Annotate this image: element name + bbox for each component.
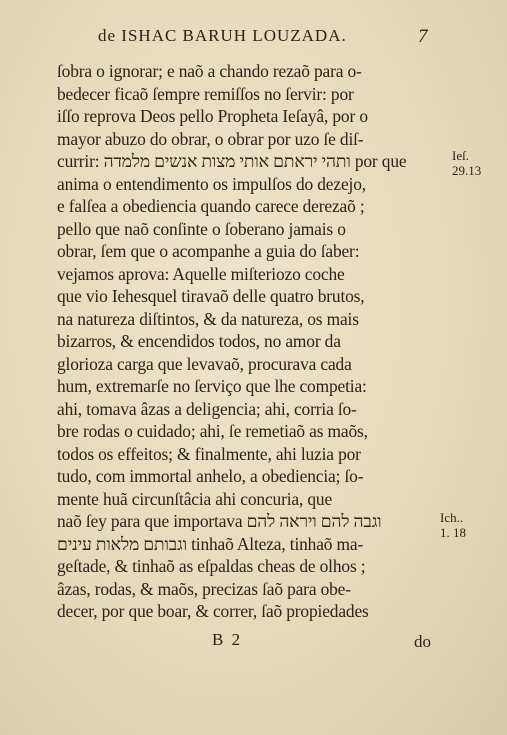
text-line: glorioza carga que levavaõ, procurava cada	[57, 353, 352, 374]
running-title: de ISHAC BARUH LOUZADA.	[98, 26, 347, 45]
margin-note-verse: 29.13	[452, 163, 482, 178]
text-line: mayor abuzo do obrar, o obrar por uzo ſe diſ-	[57, 128, 364, 149]
margin-note-book: Ich..	[440, 510, 464, 525]
text-line: ſobra o ignorar; e naõ a chando rezaõ para o-	[57, 61, 362, 81]
text-line: na natureza diſtintos, & da natureza, os mais	[57, 308, 359, 329]
text-line: vejamos aprova: Aquelle miſteriozo coche	[57, 263, 345, 284]
text-line: hum, extremarſe no ſerviço que lhe competia:	[57, 376, 367, 396]
body-text	[57, 60, 442, 623]
catchword: do	[414, 632, 431, 651]
margin-note-verse: 1. 18	[440, 525, 466, 540]
text-line: iſſo reprova Deos pello Propheta Ieſayâ, por o	[57, 106, 368, 126]
text-line: que vio Iehesquel tiravaõ delle quatro brutos,	[57, 286, 365, 306]
text-line: obrar, ſem que o acompanhe a guia do ſaber:	[57, 241, 360, 261]
text-line: mente huã circunſtâcia ahi concuria, que	[57, 488, 333, 509]
text-line: bre rodas o cuidado; ahi, ſe remetiaõ as maõs,	[57, 421, 368, 441]
margin-note-ezekiel	[440, 510, 500, 540]
text-line: tudo, com immortal anhelo, a obediencia; ſo-	[57, 466, 364, 486]
text-line: וגבותם מלאות עינים tinhaõ Alteza, tinhaõ ma-	[57, 533, 364, 554]
text-line: currir: ותהי יראתם אותי מצות אנשים מלמדה por que	[57, 151, 407, 171]
text-line: bedecer ficaõ ſempre remiſſos no ſervir: por	[57, 83, 354, 104]
signature-mark: B 2	[212, 630, 243, 649]
text-line: e falſea a obediencia quando carece derezaõ ;	[57, 196, 365, 216]
page-number: 7	[418, 26, 428, 47]
text-line: ahi, tomava âzas a deligencia; ahi, corria ſo-	[57, 398, 357, 419]
text-line: geſtade, & tinhaõ as eſpaldas cheas de olhos ;	[57, 556, 366, 576]
text-line: pello que naõ conſinte o ſoberano jamais o	[57, 218, 346, 239]
text-line: todos os effeitos; & finalmente, ahi luzia por	[57, 443, 361, 464]
text-line: anima o entendimento os impulſos do dezejo,	[57, 173, 366, 194]
text-line: decer, por que boar, & correr, ſaõ propiedades	[57, 601, 369, 621]
margin-note-book: Ieſ.	[452, 148, 469, 163]
text-line: âzas, rodas, & maõs, precizas ſaõ para obe-	[57, 578, 351, 599]
margin-note-isaiah	[452, 148, 502, 178]
text-line: naõ ſey para que importava וגבה להם ויראה להם	[57, 511, 382, 531]
text-line: bizarros, & encendidos todos, no amor da	[57, 331, 341, 351]
